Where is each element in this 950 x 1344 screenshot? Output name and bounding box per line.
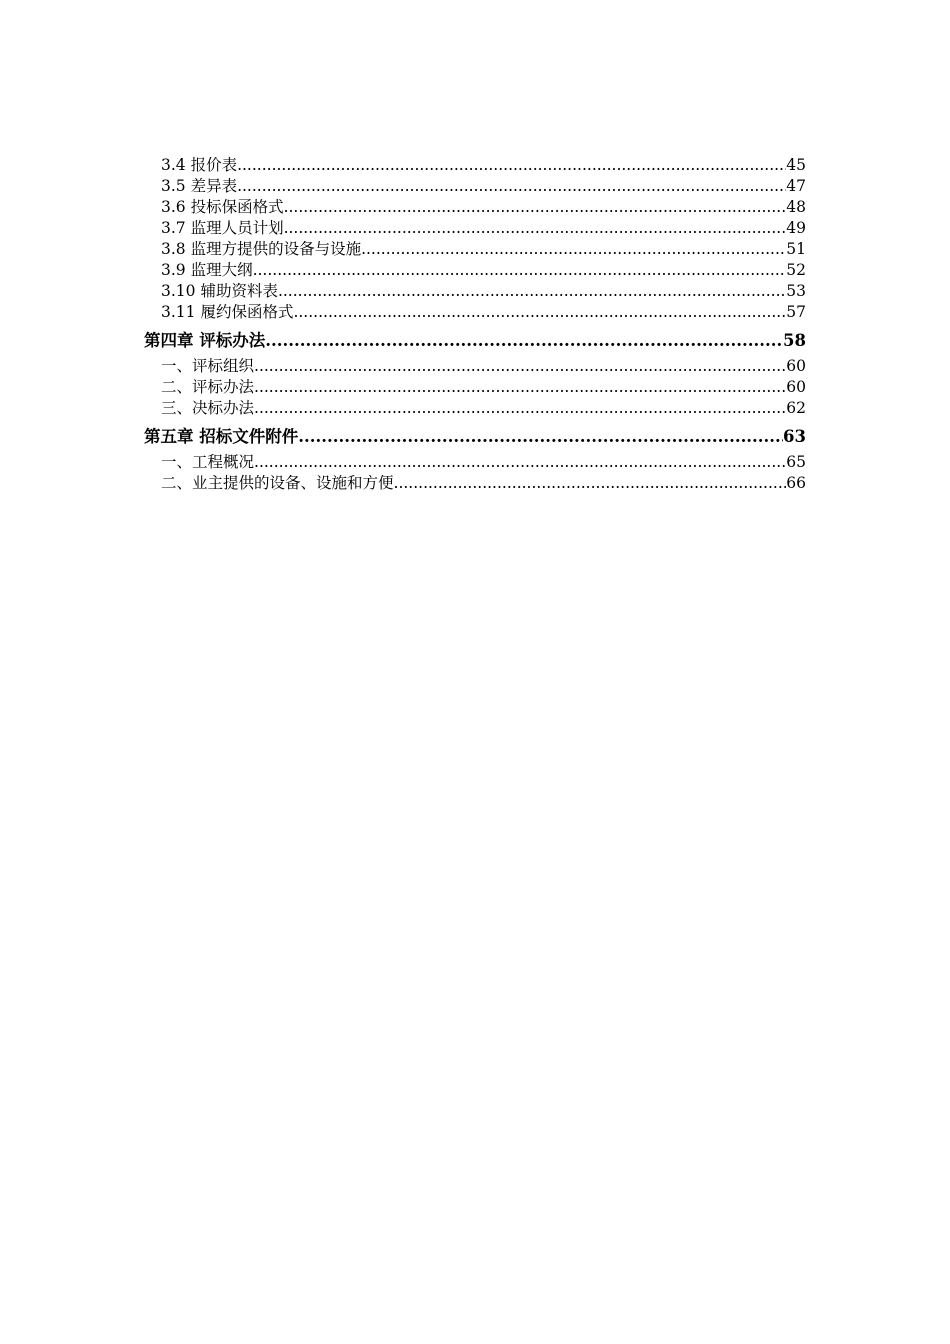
toc-entry-4-1[interactable] xyxy=(144,356,806,377)
toc-entry-3-4[interactable] xyxy=(144,155,806,176)
dot-leader xyxy=(265,328,783,353)
dot-leader xyxy=(254,377,786,398)
toc-entry-page: 48 xyxy=(786,198,806,216)
dot-leader xyxy=(254,398,786,419)
dot-leader xyxy=(394,473,787,494)
dot-leader xyxy=(298,424,783,449)
toc-entry-page: 65 xyxy=(786,453,806,471)
toc-entry-title: 3.6 投标保函格式 xyxy=(161,198,284,216)
toc-entry-3-5[interactable] xyxy=(144,176,806,197)
toc-entry-page: 51 xyxy=(786,240,806,258)
toc-entry-title: 二、业主提供的设备、设施和方便 xyxy=(161,474,394,492)
toc-entry-page: 47 xyxy=(786,177,806,195)
toc-entry-3-9[interactable] xyxy=(144,260,806,281)
toc-chapter-4[interactable] xyxy=(144,328,806,353)
toc-entry-title: 三、决标办法 xyxy=(161,399,255,417)
dot-leader xyxy=(237,155,786,176)
toc-entry-page: 52 xyxy=(786,261,806,279)
toc-entry-3-7[interactable] xyxy=(144,218,806,239)
toc-entry-page: 60 xyxy=(786,378,806,396)
toc-entry-title: 二、评标办法 xyxy=(161,378,255,396)
toc-entry-5-1[interactable] xyxy=(144,452,806,473)
toc-entry-page: 62 xyxy=(786,399,806,417)
dot-leader xyxy=(284,218,787,239)
toc-chapter-page: 63 xyxy=(783,427,806,446)
table-of-contents xyxy=(144,155,806,494)
toc-entry-4-3[interactable] xyxy=(144,398,806,419)
toc-entry-title: 3.8 监理方提供的设备与设施 xyxy=(161,240,362,258)
toc-entry-title: 3.9 监理大纲 xyxy=(161,261,253,279)
toc-entry-4-2[interactable] xyxy=(144,377,806,398)
toc-entry-title: 一、评标组织 xyxy=(161,357,255,375)
toc-entry-3-11[interactable] xyxy=(144,302,806,323)
toc-chapter-5[interactable] xyxy=(144,424,806,449)
toc-chapter-title: 第五章 招标文件附件 xyxy=(144,427,299,446)
toc-entry-page: 49 xyxy=(786,219,806,237)
dot-leader xyxy=(361,239,786,260)
toc-entry-title: 3.5 差异表 xyxy=(161,177,238,195)
toc-entry-3-6[interactable] xyxy=(144,197,806,218)
dot-leader xyxy=(254,356,786,377)
toc-entry-title: 一、工程概况 xyxy=(161,453,255,471)
dot-leader xyxy=(284,197,787,218)
dot-leader xyxy=(278,281,786,302)
toc-entry-3-10[interactable] xyxy=(144,281,806,302)
toc-entry-title: 3.10 辅助资料表 xyxy=(161,282,278,300)
toc-entry-page: 66 xyxy=(786,474,806,492)
dot-leader xyxy=(293,302,786,323)
toc-entry-3-8[interactable] xyxy=(144,239,806,260)
toc-entry-page: 45 xyxy=(786,156,806,174)
toc-entry-page: 60 xyxy=(786,357,806,375)
toc-entry-title: 3.11 履约保函格式 xyxy=(161,303,294,321)
toc-entry-title: 3.4 报价表 xyxy=(161,156,238,174)
toc-chapter-page: 58 xyxy=(783,331,806,350)
toc-entry-5-2[interactable] xyxy=(144,473,806,494)
toc-entry-title: 3.7 监理人员计划 xyxy=(161,219,284,237)
dot-leader xyxy=(254,452,786,473)
toc-entry-page: 57 xyxy=(786,303,806,321)
toc-chapter-title: 第四章 评标办法 xyxy=(144,331,266,350)
dot-leader xyxy=(253,260,787,281)
dot-leader xyxy=(237,176,786,197)
toc-entry-page: 53 xyxy=(786,282,806,300)
